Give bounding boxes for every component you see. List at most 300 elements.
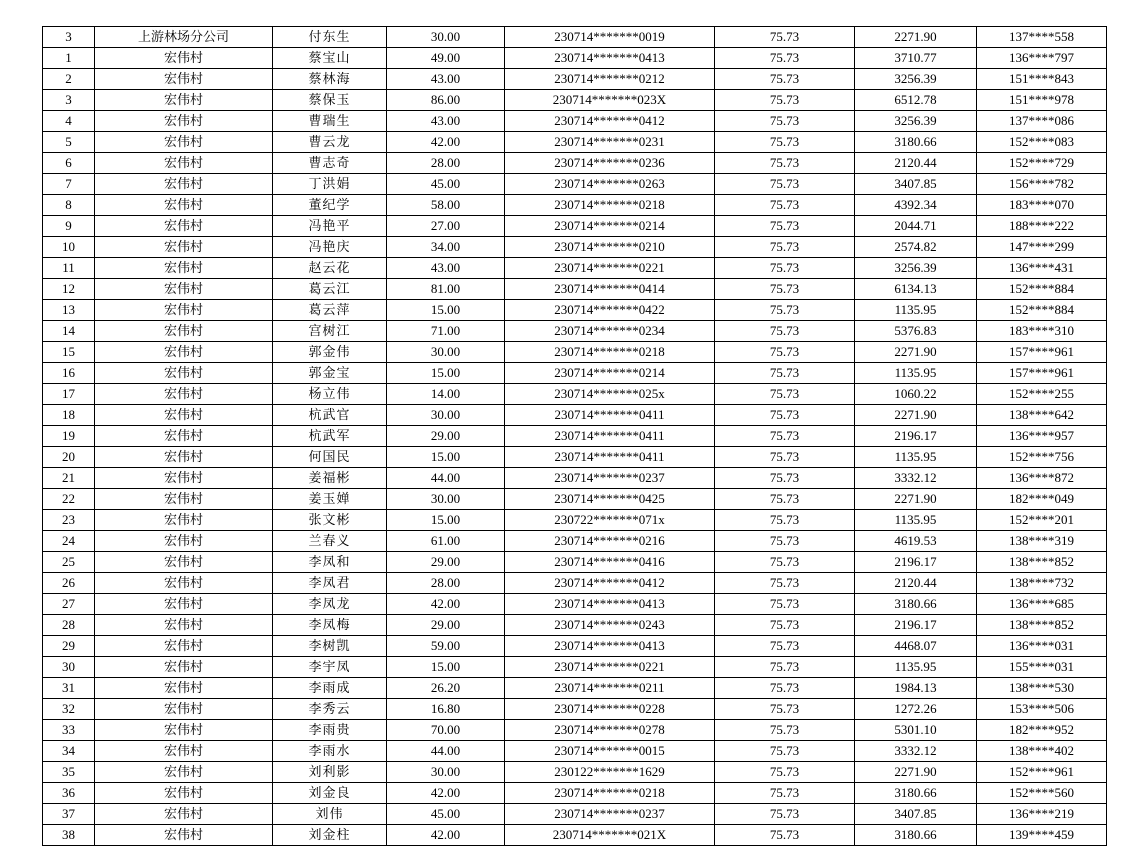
cell-org: 宏伟村 [95,321,273,342]
table-row [43,48,1107,69]
cell-id-number: 230714*******0221 [505,258,715,279]
cell-rate: 75.73 [715,678,855,699]
cell-rate: 75.73 [715,804,855,825]
cell-org: 宏伟村 [95,111,273,132]
table-row [43,216,1107,237]
cell-area: 70.00 [387,720,505,741]
cell-phone: 138****319 [977,531,1107,552]
cell-amount: 3407.85 [855,804,977,825]
cell-org: 宏伟村 [95,132,273,153]
cell-index: 27 [43,594,95,615]
cell-id-number: 230714*******023X [505,90,715,111]
cell-rate: 75.73 [715,720,855,741]
cell-id-number: 230714*******0221 [505,657,715,678]
cell-name: 冯艳平 [273,216,387,237]
cell-id-number: 230714*******0411 [505,405,715,426]
cell-org: 宏伟村 [95,69,273,90]
cell-index: 8 [43,195,95,216]
cell-area: 28.00 [387,573,505,594]
cell-amount: 3332.12 [855,468,977,489]
cell-org: 宏伟村 [95,657,273,678]
cell-rate: 75.73 [715,405,855,426]
cell-name: 杭武军 [273,426,387,447]
cell-name: 杨立伟 [273,384,387,405]
table-row [43,636,1107,657]
cell-phone: 138****852 [977,615,1107,636]
cell-org: 宏伟村 [95,237,273,258]
cell-area: 30.00 [387,27,505,48]
table-row [43,447,1107,468]
cell-amount: 3180.66 [855,783,977,804]
cell-amount: 3180.66 [855,132,977,153]
cell-rate: 75.73 [715,216,855,237]
cell-index: 32 [43,699,95,720]
table-row [43,426,1107,447]
table-row [43,237,1107,258]
cell-index: 17 [43,384,95,405]
cell-phone: 138****530 [977,678,1107,699]
cell-index: 9 [43,216,95,237]
cell-name: 刘金良 [273,783,387,804]
cell-phone: 139****459 [977,825,1107,846]
cell-phone: 137****086 [977,111,1107,132]
cell-index: 23 [43,510,95,531]
cell-org: 宏伟村 [95,699,273,720]
cell-name: 李凤梅 [273,615,387,636]
cell-area: 26.20 [387,678,505,699]
cell-phone: 138****852 [977,552,1107,573]
cell-id-number: 230714*******0412 [505,111,715,132]
cell-area: 58.00 [387,195,505,216]
table-row [43,300,1107,321]
cell-index: 31 [43,678,95,699]
cell-phone: 151****843 [977,69,1107,90]
cell-id-number: 230714*******0237 [505,804,715,825]
cell-area: 42.00 [387,783,505,804]
cell-id-number: 230714*******0243 [505,615,715,636]
cell-phone: 137****558 [977,27,1107,48]
cell-org: 宏伟村 [95,426,273,447]
cell-id-number: 230714*******0237 [505,468,715,489]
cell-index: 38 [43,825,95,846]
cell-org: 宏伟村 [95,447,273,468]
table-row [43,783,1107,804]
cell-area: 28.00 [387,153,505,174]
table-row [43,825,1107,846]
cell-rate: 75.73 [715,69,855,90]
cell-rate: 75.73 [715,552,855,573]
cell-id-number: 230714*******0414 [505,279,715,300]
cell-index: 34 [43,741,95,762]
table-row [43,468,1107,489]
cell-amount: 1135.95 [855,447,977,468]
cell-rate: 75.73 [715,300,855,321]
cell-phone: 182****952 [977,720,1107,741]
cell-amount: 3407.85 [855,174,977,195]
cell-name: 李雨贵 [273,720,387,741]
cell-rate: 75.73 [715,510,855,531]
cell-index: 36 [43,783,95,804]
table-row [43,720,1107,741]
cell-id-number: 230714*******0228 [505,699,715,720]
cell-area: 43.00 [387,258,505,279]
cell-rate: 75.73 [715,279,855,300]
cell-amount: 4619.53 [855,531,977,552]
cell-amount: 1060.22 [855,384,977,405]
cell-rate: 75.73 [715,594,855,615]
cell-index: 33 [43,720,95,741]
cell-name: 冯艳庆 [273,237,387,258]
cell-amount: 1984.13 [855,678,977,699]
cell-phone: 183****310 [977,321,1107,342]
cell-rate: 75.73 [715,111,855,132]
cell-area: 15.00 [387,300,505,321]
cell-phone: 136****872 [977,468,1107,489]
table-row [43,27,1107,48]
cell-area: 42.00 [387,825,505,846]
table-row [43,258,1107,279]
cell-org: 宏伟村 [95,510,273,531]
cell-phone: 152****729 [977,153,1107,174]
cell-org: 宏伟村 [95,804,273,825]
cell-org: 宏伟村 [95,342,273,363]
cell-area: 43.00 [387,69,505,90]
cell-area: 14.00 [387,384,505,405]
cell-id-number: 230714*******0413 [505,636,715,657]
cell-name: 曹瑞生 [273,111,387,132]
cell-name: 付东生 [273,27,387,48]
cell-name: 赵云花 [273,258,387,279]
cell-name: 李树凯 [273,636,387,657]
cell-name: 葛云萍 [273,300,387,321]
cell-index: 11 [43,258,95,279]
cell-index: 21 [43,468,95,489]
table-row [43,594,1107,615]
cell-amount: 5376.83 [855,321,977,342]
table-row [43,153,1107,174]
cell-amount: 2271.90 [855,489,977,510]
cell-org: 宏伟村 [95,258,273,279]
cell-id-number: 230714*******0218 [505,342,715,363]
cell-rate: 75.73 [715,321,855,342]
cell-index: 10 [43,237,95,258]
cell-area: 16.80 [387,699,505,720]
cell-index: 20 [43,447,95,468]
cell-org: 宏伟村 [95,615,273,636]
cell-rate: 75.73 [715,342,855,363]
cell-id-number: 230714*******0411 [505,447,715,468]
cell-id-number: 230714*******025x [505,384,715,405]
cell-index: 6 [43,153,95,174]
cell-rate: 75.73 [715,573,855,594]
table-row [43,762,1107,783]
cell-area: 30.00 [387,405,505,426]
cell-area: 42.00 [387,132,505,153]
cell-name: 李凤君 [273,573,387,594]
cell-org: 宏伟村 [95,573,273,594]
cell-id-number: 230714*******0411 [505,426,715,447]
table-row [43,279,1107,300]
subsidy-table [42,26,1107,846]
cell-area: 86.00 [387,90,505,111]
cell-index: 35 [43,762,95,783]
table-row [43,615,1107,636]
cell-area: 30.00 [387,489,505,510]
cell-phone: 155****031 [977,657,1107,678]
cell-area: 29.00 [387,615,505,636]
cell-phone: 151****978 [977,90,1107,111]
cell-phone: 152****255 [977,384,1107,405]
cell-amount: 6134.13 [855,279,977,300]
cell-amount: 2196.17 [855,426,977,447]
cell-phone: 138****642 [977,405,1107,426]
cell-index: 29 [43,636,95,657]
cell-amount: 5301.10 [855,720,977,741]
cell-amount: 1135.95 [855,363,977,384]
cell-index: 25 [43,552,95,573]
cell-area: 30.00 [387,762,505,783]
cell-rate: 75.73 [715,132,855,153]
cell-amount: 2120.44 [855,573,977,594]
cell-index: 15 [43,342,95,363]
cell-area: 34.00 [387,237,505,258]
cell-org: 宏伟村 [95,300,273,321]
cell-name: 蔡林海 [273,69,387,90]
cell-id-number: 230714*******0214 [505,216,715,237]
cell-id-number: 230714*******0216 [505,531,715,552]
cell-area: 29.00 [387,426,505,447]
cell-name: 宫树江 [273,321,387,342]
cell-amount: 3710.77 [855,48,977,69]
cell-id-number: 230714*******0019 [505,27,715,48]
cell-rate: 75.73 [715,762,855,783]
table-row [43,531,1107,552]
cell-amount: 3180.66 [855,825,977,846]
cell-rate: 75.73 [715,384,855,405]
cell-name: 蔡宝山 [273,48,387,69]
cell-rate: 75.73 [715,447,855,468]
cell-name: 兰春义 [273,531,387,552]
cell-name: 李宇凤 [273,657,387,678]
cell-amount: 2271.90 [855,405,977,426]
cell-id-number: 230714*******0278 [505,720,715,741]
cell-name: 曹云龙 [273,132,387,153]
cell-index: 19 [43,426,95,447]
cell-index: 4 [43,111,95,132]
cell-phone: 147****299 [977,237,1107,258]
cell-name: 李雨水 [273,741,387,762]
table-body [43,27,1107,846]
cell-area: 44.00 [387,741,505,762]
cell-amount: 1135.95 [855,657,977,678]
cell-name: 郭金宝 [273,363,387,384]
cell-id-number: 230714*******0214 [505,363,715,384]
cell-phone: 136****431 [977,258,1107,279]
table-row [43,657,1107,678]
cell-phone: 157****961 [977,342,1107,363]
cell-rate: 75.73 [715,741,855,762]
cell-org: 宏伟村 [95,384,273,405]
table-row [43,321,1107,342]
cell-amount: 1272.26 [855,699,977,720]
cell-rate: 75.73 [715,153,855,174]
cell-id-number: 230722*******071x [505,510,715,531]
cell-name: 蔡保玉 [273,90,387,111]
cell-id-number: 230714*******0412 [505,573,715,594]
cell-rate: 75.73 [715,636,855,657]
cell-org: 宏伟村 [95,405,273,426]
cell-phone: 136****031 [977,636,1107,657]
table-row [43,363,1107,384]
cell-name: 董纪学 [273,195,387,216]
cell-index: 3 [43,27,95,48]
cell-rate: 75.73 [715,531,855,552]
table-row [43,132,1107,153]
cell-amount: 2120.44 [855,153,977,174]
cell-area: 59.00 [387,636,505,657]
cell-name: 李雨成 [273,678,387,699]
cell-phone: 136****219 [977,804,1107,825]
cell-id-number: 230714*******0015 [505,741,715,762]
cell-area: 15.00 [387,510,505,531]
cell-id-number: 230714*******0218 [505,783,715,804]
cell-org: 宏伟村 [95,174,273,195]
cell-amount: 1135.95 [855,300,977,321]
table-row [43,804,1107,825]
cell-name: 刘伟 [273,804,387,825]
cell-amount: 2271.90 [855,342,977,363]
cell-rate: 75.73 [715,363,855,384]
cell-org: 宏伟村 [95,363,273,384]
table-row [43,699,1107,720]
table-row [43,174,1107,195]
cell-name: 李凤和 [273,552,387,573]
cell-phone: 183****070 [977,195,1107,216]
cell-index: 26 [43,573,95,594]
cell-rate: 75.73 [715,174,855,195]
cell-index: 24 [43,531,95,552]
cell-phone: 138****732 [977,573,1107,594]
cell-name: 杭武官 [273,405,387,426]
cell-area: 30.00 [387,342,505,363]
cell-org: 宏伟村 [95,489,273,510]
cell-org: 宏伟村 [95,90,273,111]
cell-org: 宏伟村 [95,552,273,573]
cell-phone: 152****560 [977,783,1107,804]
cell-amount: 3256.39 [855,111,977,132]
cell-org: 宏伟村 [95,279,273,300]
cell-phone: 136****685 [977,594,1107,615]
cell-phone: 152****961 [977,762,1107,783]
cell-area: 45.00 [387,804,505,825]
cell-org: 宏伟村 [95,762,273,783]
cell-area: 61.00 [387,531,505,552]
cell-name: 刘金柱 [273,825,387,846]
cell-rate: 75.73 [715,489,855,510]
cell-phone: 136****797 [977,48,1107,69]
cell-index: 12 [43,279,95,300]
cell-org: 宏伟村 [95,720,273,741]
cell-index: 30 [43,657,95,678]
cell-amount: 1135.95 [855,510,977,531]
cell-area: 27.00 [387,216,505,237]
cell-index: 5 [43,132,95,153]
cell-rate: 75.73 [715,699,855,720]
cell-id-number: 230714*******0422 [505,300,715,321]
table-row [43,90,1107,111]
cell-area: 15.00 [387,363,505,384]
cell-org: 上游林场分公司 [95,27,273,48]
cell-amount: 2574.82 [855,237,977,258]
cell-index: 3 [43,90,95,111]
cell-rate: 75.73 [715,615,855,636]
cell-org: 宏伟村 [95,741,273,762]
cell-id-number: 230714*******021X [505,825,715,846]
cell-amount: 4468.07 [855,636,977,657]
cell-name: 曹志奇 [273,153,387,174]
cell-amount: 6512.78 [855,90,977,111]
cell-area: 15.00 [387,447,505,468]
cell-name: 李凤龙 [273,594,387,615]
table-row [43,195,1107,216]
cell-org: 宏伟村 [95,825,273,846]
cell-amount: 2271.90 [855,762,977,783]
cell-phone: 152****884 [977,300,1107,321]
cell-org: 宏伟村 [95,636,273,657]
cell-rate: 75.73 [715,237,855,258]
cell-rate: 75.73 [715,90,855,111]
cell-amount: 4392.34 [855,195,977,216]
cell-rate: 75.73 [715,48,855,69]
cell-phone: 152****884 [977,279,1107,300]
cell-id-number: 230714*******0236 [505,153,715,174]
cell-phone: 156****782 [977,174,1107,195]
cell-index: 13 [43,300,95,321]
cell-phone: 157****961 [977,363,1107,384]
cell-area: 49.00 [387,48,505,69]
cell-phone: 152****083 [977,132,1107,153]
cell-index: 2 [43,69,95,90]
cell-org: 宏伟村 [95,153,273,174]
cell-amount: 3180.66 [855,594,977,615]
cell-index: 1 [43,48,95,69]
cell-name: 何国民 [273,447,387,468]
cell-rate: 75.73 [715,258,855,279]
cell-org: 宏伟村 [95,783,273,804]
cell-index: 28 [43,615,95,636]
cell-area: 42.00 [387,594,505,615]
cell-amount: 2044.71 [855,216,977,237]
cell-id-number: 230714*******0211 [505,678,715,699]
cell-area: 71.00 [387,321,505,342]
cell-org: 宏伟村 [95,678,273,699]
cell-phone: 152****201 [977,510,1107,531]
cell-index: 18 [43,405,95,426]
cell-id-number: 230714*******0218 [505,195,715,216]
cell-phone: 153****506 [977,699,1107,720]
cell-id-number: 230714*******0231 [505,132,715,153]
cell-org: 宏伟村 [95,48,273,69]
cell-rate: 75.73 [715,27,855,48]
cell-index: 22 [43,489,95,510]
cell-phone: 152****756 [977,447,1107,468]
cell-org: 宏伟村 [95,468,273,489]
cell-amount: 3332.12 [855,741,977,762]
table-row [43,111,1107,132]
cell-name: 姜玉婵 [273,489,387,510]
cell-amount: 2271.90 [855,27,977,48]
cell-rate: 75.73 [715,468,855,489]
